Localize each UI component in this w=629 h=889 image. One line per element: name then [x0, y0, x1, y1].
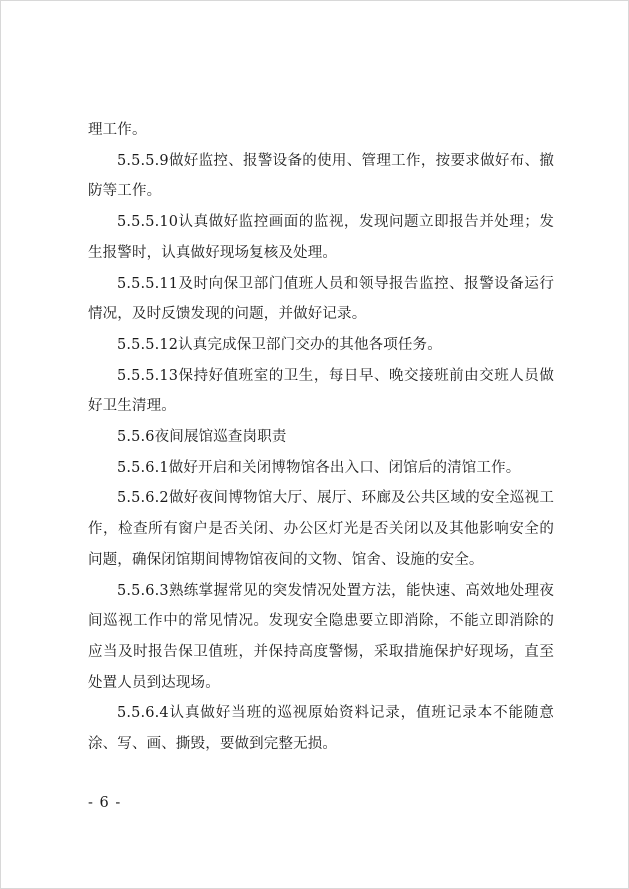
section-heading-5-5-6: 5.5.6夜间展馆巡查岗职责	[117, 429, 287, 446]
page-number: - 6 -	[88, 795, 122, 811]
paragraph-5-5-6-3: 5.5.6.3熟练掌握常见的突发情况处置方法，能快速、高效地处理夜间巡视工作中的常见情况。发现安全隐患要立即消除，不能立即消除的应当及时报告保卫值班，并保持高度警惕，采取措施保护好现场，直至处置人员到达现场。	[88, 582, 554, 691]
paragraph-5-5-6-1: 5.5.6.1做好开启和关闭博物馆各出入口、闭馆后的清馆工作。	[117, 459, 521, 476]
paragraph-5-5-5-11: 5.5.5.11及时向保卫部门值班人员和领导报告监控、报警设备运行情况，及时反馈发现的问题，并做好记录。	[88, 275, 554, 323]
paragraph-5-5-5-13: 5.5.5.13保持好值班室的卫生，每日早、晚交接班前由交班人员做好卫生清理。	[88, 367, 554, 415]
paragraph-5-5-5-12: 5.5.5.12认真完成保卫部门交办的其他各项任务。	[117, 336, 442, 353]
paragraph-5-5-6-4: 5.5.6.4认真做好当班的巡视原始资料记录，值班记录本不能随意涂、写、画、撕毁，要做到完整无损。	[88, 705, 554, 753]
paragraph-5-5-5-10: 5.5.5.10认真做好监控画面的监视，发现问题立即报告并处理；发生报警时，认真做好现场复核及处理。	[88, 214, 554, 261]
paragraph-5-5-6-2: 5.5.6.2做好夜间博物馆大厅、展厅、环廊及公共区域的安全巡视工作，检查所有窗户是否关闭、办公区灯光是否关闭以及其他影响安全的问题，确保闭馆期间博物馆夜间的文物、馆舍、设施的安全。	[88, 490, 554, 568]
paragraph-5-5-5-9: 5.5.5.9做好监控、报警设备的使用、管理工作，按要求做好布、撤防等工作。	[88, 152, 554, 200]
paragraph-continuation: 理工作。	[88, 122, 147, 138]
document-body	[88, 115, 554, 760]
